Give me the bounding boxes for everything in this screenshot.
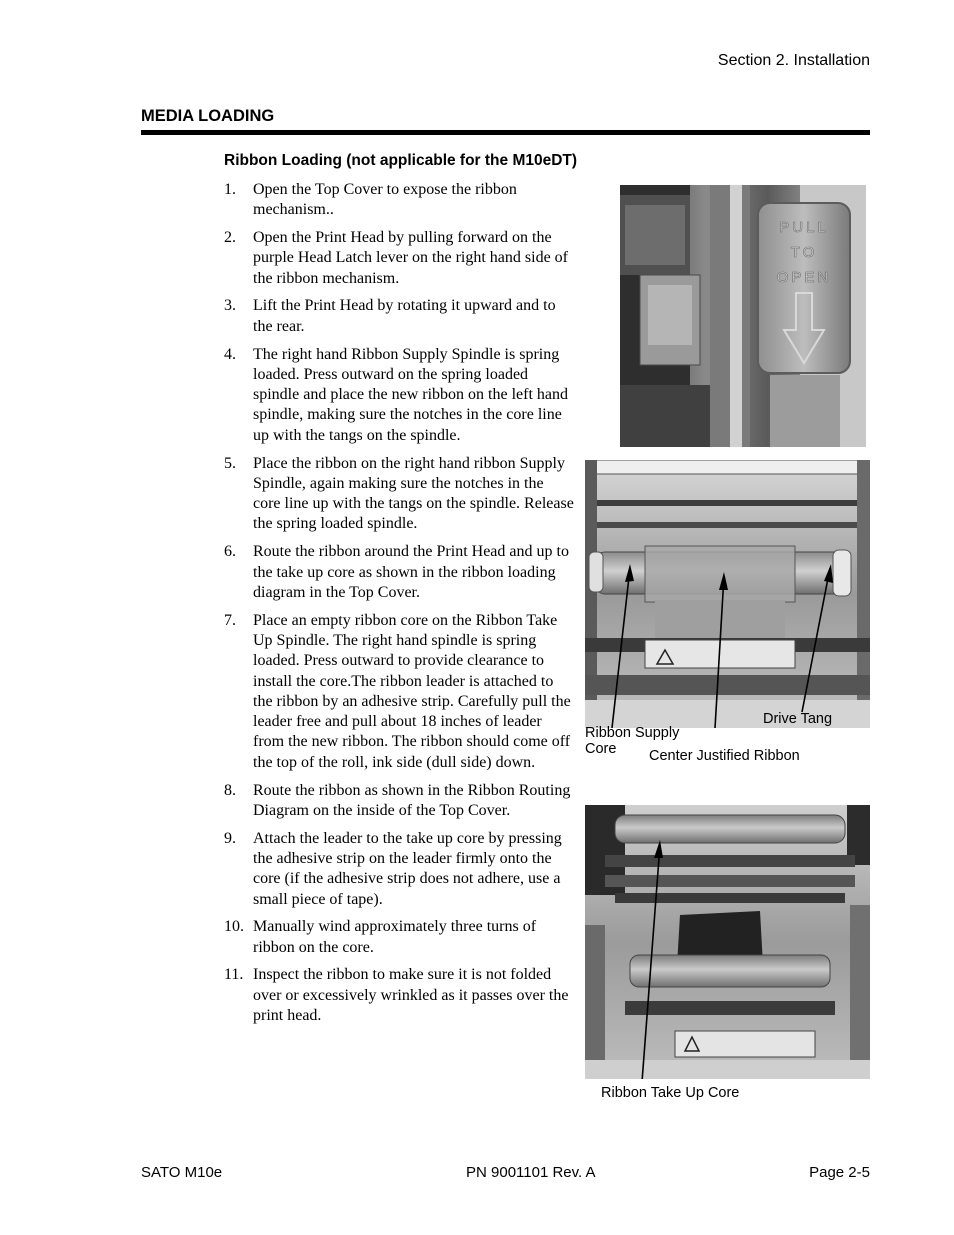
latch-label-line: PULL	[779, 219, 829, 236]
latch-label-line: OPEN	[776, 269, 832, 286]
drive-tang-caption: Drive Tang	[763, 711, 833, 727]
list-item	[224, 296, 574, 337]
step-number: 9.	[224, 829, 236, 847]
ribbon-supply-caption-line2: Core	[585, 741, 617, 757]
subsection-title: Ribbon Loading (not applicable for the M10eDT)	[224, 152, 578, 169]
step-text: Route the ribbon around the Print Head and up to the take up core as shown in the ribbon loading diagram in the Top Cover.	[253, 543, 569, 601]
running-header: Section 2. Installation	[717, 52, 870, 69]
step-text: Manually wind approximately three turns of ribbon on the core.	[253, 918, 537, 956]
step-number: 4.	[224, 345, 236, 363]
list-item	[224, 345, 574, 446]
step-text: Place an empty ribbon core on the Ribbon Take Up Spindle. The right hand spindle is spring loaded. Press outward to provide clearance to install the core.The ribbon leader is attached to the ribbon by an adhesive strip. Carefully pull the leader free and pull about 18 inches of leader from the new ribbon. The ribbon should come off the top of the roll, ink side (dull side) down.	[253, 611, 571, 771]
step-number: 3.	[224, 297, 236, 315]
step-number: 2.	[224, 229, 236, 247]
step-text: Open the Print Head by pulling forward on the purple Head Latch lever on the right hand side of the ribbon mechanism.	[253, 229, 568, 287]
latch-label-line: TO	[790, 244, 818, 261]
step-text: Attach the leader to the take up core by pressing the adhesive strip on the leader firmly onto the core (if the adhesive strip does not adhere, use a small piece of tape).	[253, 829, 562, 908]
step-text: Route the ribbon as shown in the Ribbon Routing Diagram on the inside of the Top Cover.	[253, 781, 571, 819]
list-item	[224, 454, 574, 535]
step-text: Open the Top Cover to expose the ribbon mechanism..	[253, 181, 517, 219]
step-text: Place the ribbon on the right hand ribbon Supply Spindle, again making sure the notches in the core line up with the tangs on the spindle. Release the spring loaded spindle.	[253, 454, 574, 533]
step-text: Inspect the ribbon to make sure it is not folded over or excessively wrinkled as it passes over the print head.	[253, 966, 569, 1024]
list-item	[224, 228, 574, 289]
ribbon-supply-caption-line1: Ribbon Supply	[585, 725, 680, 741]
step-number: 5.	[224, 454, 236, 472]
head-latch-illustration	[620, 185, 866, 447]
step-number: 8.	[224, 781, 236, 799]
take-up-core-caption: Ribbon Take Up Core	[601, 1085, 740, 1101]
section-title: MEDIA LOADING	[141, 107, 275, 125]
head-latch-photo	[620, 185, 866, 447]
list-item	[224, 180, 574, 221]
step-number: 11.	[224, 966, 244, 984]
steps-list	[224, 180, 574, 1034]
list-item	[224, 829, 574, 910]
ribbon-take-up-photo	[585, 805, 870, 1079]
step-number: 1.	[224, 181, 236, 198]
footer-center: PN 9001101 Rev. A	[466, 1164, 596, 1181]
list-item	[224, 965, 574, 1026]
ribbon-supply-illustration	[585, 460, 870, 728]
title-rule	[141, 130, 870, 135]
step-text: Lift the Print Head by rotating it upward and to the rear.	[253, 297, 556, 335]
list-item	[224, 781, 574, 822]
ribbon-take-up-illustration	[585, 805, 870, 1079]
list-item	[224, 917, 574, 958]
step-number: 10.	[224, 918, 244, 936]
footer-page-number: Page 2-5	[809, 1164, 870, 1181]
step-number: 6.	[224, 543, 236, 561]
center-ribbon-caption: Center Justified Ribbon	[649, 748, 800, 764]
footer-left: SATO M10e	[141, 1164, 223, 1181]
list-item	[224, 542, 574, 603]
list-item	[224, 611, 574, 773]
step-number: 7.	[224, 611, 236, 629]
ribbon-supply-photo	[585, 460, 870, 728]
step-text: The right hand Ribbon Supply Spindle is spring loaded. Press outward on the spring loaded spindle and place the new ribbon on the left hand spindle, making sure the notches in the core line up with the tangs on the spindle.	[253, 345, 569, 444]
